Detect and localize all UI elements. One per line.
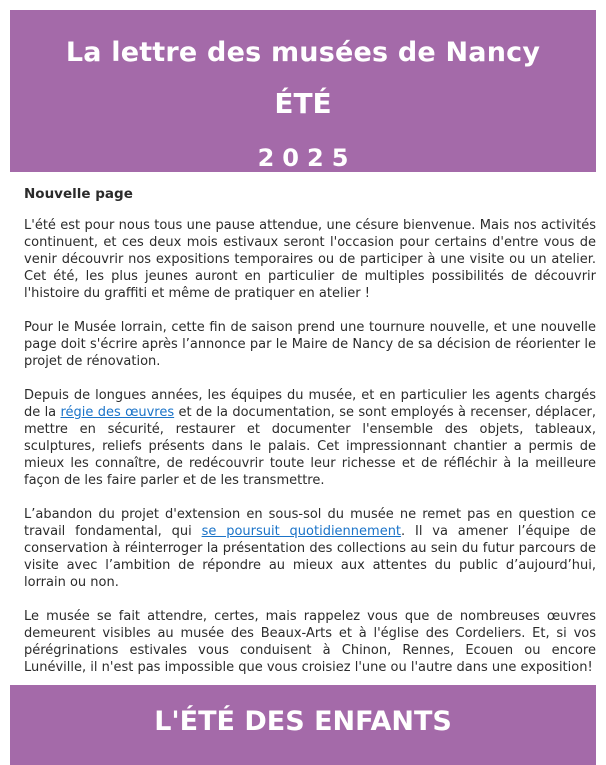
- se-poursuit-link[interactable]: se poursuit quotidiennement: [201, 524, 402, 539]
- newsletter-header: [10, 10, 596, 172]
- section-header-enfants: [10, 685, 596, 765]
- paragraph-text: Depuis de longues années, les équipes du musée, et en particulier les agents chargés de la: [24, 388, 596, 420]
- section-heading: L'ÉTÉ DES ENFANTS: [154, 706, 452, 737]
- newsletter-year: 2025: [257, 144, 357, 172]
- paragraph-text: L’abandon du projet d'extension en sous-sol du musée ne remet pas en question ce travail fondamental, qui: [24, 507, 596, 539]
- newsletter-season: ÉTÉ: [274, 87, 332, 120]
- paragraph-text: . Il va amener l’équipe de conservation à réinterroger la présentation des collections au sein du futur parcours de visite avec l’ambition de répondre au mieux aux attentes du public d’aujourd’hui, lorrain ou non.: [24, 524, 596, 590]
- paragraph-text: et de la documentation, se sont employés à recenser, déplacer, mettre en sécurité, restaurer et documenter l'ensemble des objets, tableaux, sculptures, reliefs présents dans le palais. Cet impressionnant chantier a permis de mieux les connaître, de redécouvrir toute leur richesse et de réfléchir à la meilleure façon de les faire parler et de les transmettre.: [24, 405, 597, 488]
- paragraph-intro: L'été est pour nous tous une pause attendue, une césure bienvenue. Mais nos activités continuent, et ces deux mois estivaux seront l'occasion pour certains d'entre vous de venir découvrir nos expositions temporaires ou de participer à une visite ou un atelier. Cet été, les plus jeunes auront en particulier de multiples possibilités de découvrir l'histoire du graffiti et même de pratiquer en atelier !: [24, 218, 596, 301]
- paragraph-abandon: [24, 506, 596, 591]
- regie-des-oeuvres-link[interactable]: régie des œuvres: [60, 405, 175, 420]
- paragraph-musee-attendre: Le musée se fait attendre, certes, mais rappelez vous que de nombreuses œuvres demeurent visibles au musée des Beaux-Arts et à l'église des Cordeliers. Et, si vos pérégrinations estivales vous conduisent à Chinon, Rennes, Ecouen ou encore Lunéville, il n'est pas impossible que vous croisiez l'une ou l'autre dans une exposition!: [24, 609, 596, 675]
- newsletter-title: La lettre des musées de Nancy: [65, 37, 541, 68]
- paragraph-musee-lorrain: Pour le Musée lorrain, cette fin de saison prend une tournure nouvelle, et une nouvelle page doit s'écrire après l’annonce par le Maire de Nancy de sa décision de réorienter le projet de rénovation.: [24, 320, 596, 369]
- article-body: [24, 186, 596, 727]
- article-subtitle: Nouvelle page: [24, 186, 133, 202]
- paragraph-equipes: [24, 387, 596, 489]
